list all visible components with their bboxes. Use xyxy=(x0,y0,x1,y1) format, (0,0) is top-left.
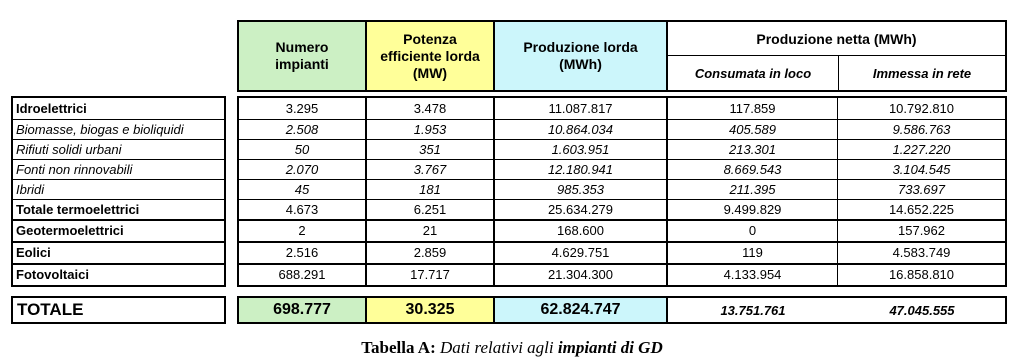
cell-numero: 45 xyxy=(294,181,310,197)
table-row xyxy=(239,263,1005,285)
cell-consumata: 211.395 xyxy=(729,181,776,197)
totale-lorda-cell xyxy=(493,296,668,324)
table-row xyxy=(239,159,1005,180)
data-block xyxy=(237,96,1007,287)
header-produzione-netta xyxy=(666,20,1007,92)
cell-lorda: 168.600 xyxy=(557,222,604,238)
caption-emph: impianti di GD xyxy=(557,338,663,357)
cell-lorda: 11.087.817 xyxy=(548,101,613,116)
cell-lorda: 985.353 xyxy=(557,181,604,197)
cell-lorda: 10.864.034 xyxy=(547,121,614,137)
cell-immessa: 16.858.810 xyxy=(888,266,955,282)
cell-consumata: 213.301 xyxy=(729,141,776,157)
cell-lorda: 21.304.300 xyxy=(547,266,614,282)
table-row xyxy=(239,98,1005,120)
totale-label-cell xyxy=(11,296,226,324)
cell-lorda: 12.180.941 xyxy=(547,161,614,177)
cell-consumata: 119 xyxy=(742,244,763,260)
row-label-idroelettrici: Idroelettrici xyxy=(13,98,224,120)
cell-potenza: 3.478 xyxy=(413,101,447,116)
cell-numero: 2.508 xyxy=(285,121,319,137)
totale-immessa-cell xyxy=(839,298,1005,322)
header-numero-impianti xyxy=(237,20,367,92)
totale-netta-cell xyxy=(666,296,1007,324)
cell-numero: 2 xyxy=(298,222,306,238)
cell-numero: 2.070 xyxy=(285,161,319,177)
header-consumata-label: Consumata in loco xyxy=(694,65,812,81)
table-row xyxy=(239,241,1005,265)
cell-immessa: 14.652.225 xyxy=(888,201,955,217)
table-caption xyxy=(0,338,1024,360)
cell-immessa: 733.697 xyxy=(898,181,945,197)
table-row xyxy=(239,139,1005,160)
cell-immessa: 10.792.810 xyxy=(888,101,955,116)
cell-consumata: 4.133.954 xyxy=(723,266,782,282)
row-label-eolici: Eolici xyxy=(13,241,224,265)
cell-consumata: 405.589 xyxy=(729,121,776,137)
table-row xyxy=(239,199,1005,221)
cell-numero: 50 xyxy=(294,141,310,157)
caption-middle: Dati relativi agli xyxy=(439,338,554,357)
totale-potenza-cell xyxy=(365,296,495,324)
header-potenza xyxy=(365,20,495,92)
cell-potenza: 2.859 xyxy=(413,244,447,260)
cell-immessa: 157.962 xyxy=(898,222,945,238)
cell-potenza: 21 xyxy=(422,222,438,238)
cell-potenza: 351 xyxy=(419,141,441,157)
cell-numero: 4.673 xyxy=(285,201,319,217)
header-produzione-lorda-label: Produzione lorda (MWh) xyxy=(523,39,638,72)
header-immessa xyxy=(839,56,1005,90)
table-row xyxy=(239,219,1005,243)
cell-potenza: 1.953 xyxy=(413,121,447,137)
cell-numero: 2.516 xyxy=(285,244,319,260)
cell-consumata: 117.859 xyxy=(729,101,776,116)
row-label-geotermo: Geotermoelettrici xyxy=(13,219,224,243)
cell-lorda: 1.603.951 xyxy=(551,141,610,157)
cell-immessa: 4.583.749 xyxy=(892,244,951,260)
totale-consumata-cell xyxy=(668,298,838,322)
caption-prefix: Tabella A: xyxy=(361,338,436,357)
cell-potenza: 181 xyxy=(419,181,441,197)
totale-numero: 698.777 xyxy=(273,301,331,318)
header-produzione-netta-title xyxy=(668,22,1005,56)
cell-consumata: 0 xyxy=(748,222,757,238)
cell-immessa: 9.586.763 xyxy=(892,121,951,137)
cell-potenza: 6.251 xyxy=(413,201,447,217)
cell-numero: 688.291 xyxy=(278,266,326,282)
row-label-fonti: Fonti non rinnovabili xyxy=(13,159,224,180)
totale-lorda: 62.824.747 xyxy=(540,301,621,318)
totale-label: TOTALE xyxy=(17,300,84,319)
row-label-ibridi: Ibridi xyxy=(13,179,224,200)
totale-numero-cell xyxy=(237,296,367,324)
row-label-rifiuti: Rifiuti solidi urbani xyxy=(13,139,224,160)
cell-lorda: 4.629.751 xyxy=(551,244,610,260)
totale-immessa: 47.045.555 xyxy=(889,302,955,318)
row-labels-block xyxy=(11,96,226,287)
cell-immessa: 3.104.545 xyxy=(892,161,951,177)
row-label-fotovoltaici: Fotovoltaici xyxy=(16,266,89,282)
cell-potenza: 3.767 xyxy=(413,161,447,177)
totale-consumata: 13.751.761 xyxy=(720,302,786,318)
header-consumata xyxy=(668,56,838,90)
table-row xyxy=(239,119,1005,140)
table-row xyxy=(239,179,1005,200)
cell-lorda: 25.634.279 xyxy=(547,201,614,217)
cell-numero: 3.295 xyxy=(285,101,319,116)
header-produzione-lorda xyxy=(493,20,668,92)
totale-potenza: 30.325 xyxy=(405,301,455,318)
cell-consumata: 8.669.543 xyxy=(723,161,782,177)
cell-potenza: 17.717 xyxy=(410,266,450,282)
cell-immessa: 1.227.220 xyxy=(892,141,951,157)
header-immessa-label: Immessa in rete xyxy=(872,65,972,81)
row-label-totale-termo: Totale termoelettrici xyxy=(13,199,224,221)
header-produzione-netta-label: Produzione netta (MWh) xyxy=(756,30,917,47)
header-numero-label: Numero impianti xyxy=(275,39,329,72)
cell-consumata: 9.499.829 xyxy=(723,201,782,217)
row-label-biomasse: Biomasse, biogas e bioliquidi xyxy=(13,119,224,140)
header-potenza-label: Potenza efficiente lorda (MW) xyxy=(380,30,480,81)
